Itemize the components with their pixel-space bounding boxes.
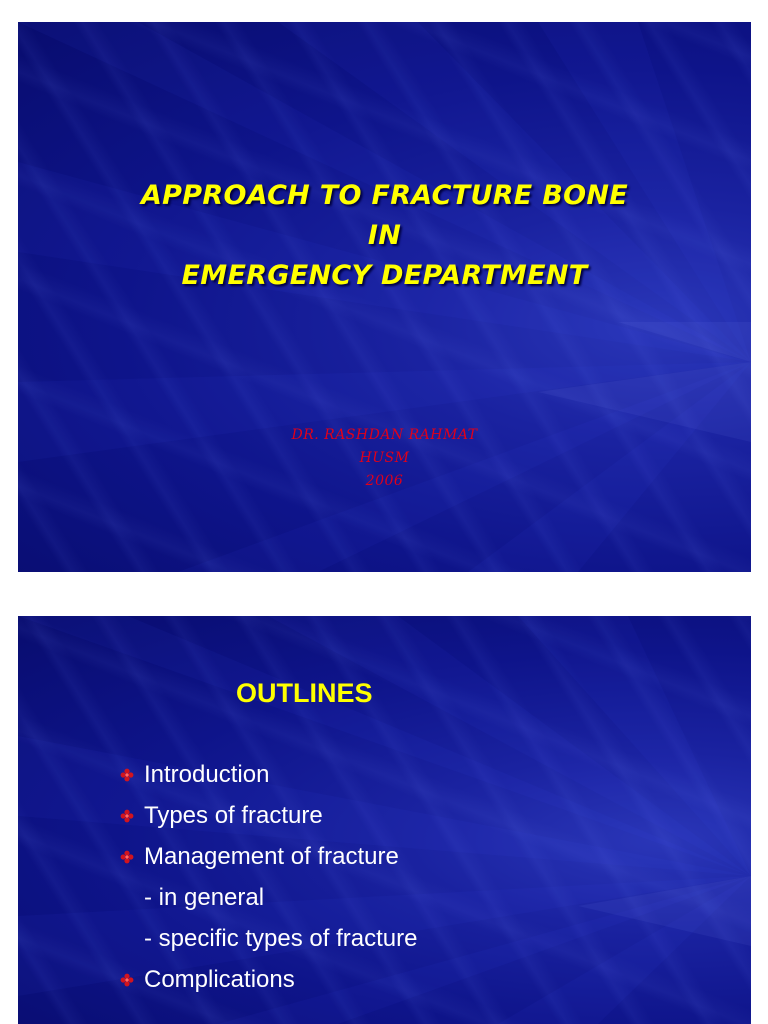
list-item-label: Management of fracture: [144, 843, 399, 870]
list-item-label: Introduction: [144, 761, 270, 788]
title-slide: [18, 22, 751, 572]
slide-heading: OUTLINES: [236, 678, 373, 708]
diamond-bullet-icon: [120, 973, 134, 987]
author-year: 2006: [365, 473, 404, 489]
slide-title: [18, 176, 751, 296]
title-line: APPROACH TO FRACTURE BONE: [140, 180, 629, 211]
diamond-bullet-icon: [120, 768, 134, 782]
list-item: [118, 836, 417, 877]
outlines-slide: [18, 616, 751, 1024]
title-line: EMERGENCY DEPARTMENT: [181, 260, 588, 291]
list-item: [118, 795, 417, 836]
author-name: DR. RASHDAN RAHMAT: [291, 427, 478, 443]
list-subitem: [118, 877, 417, 918]
outline-list: [118, 754, 417, 1000]
list-item: [118, 959, 417, 1000]
diamond-bullet-icon: [120, 809, 134, 823]
title-line: IN: [367, 220, 402, 251]
list-subitem: [118, 918, 417, 959]
list-item-label: Complications: [144, 966, 295, 993]
author-institution: HUSM: [359, 450, 410, 466]
author-info: [18, 424, 751, 493]
list-item: [118, 754, 417, 795]
list-subitem-label: - in general: [144, 884, 265, 911]
list-subitem-label: - specific types of fracture: [144, 925, 418, 952]
diamond-bullet-icon: [120, 850, 134, 864]
list-item-label: Types of fracture: [144, 802, 323, 829]
